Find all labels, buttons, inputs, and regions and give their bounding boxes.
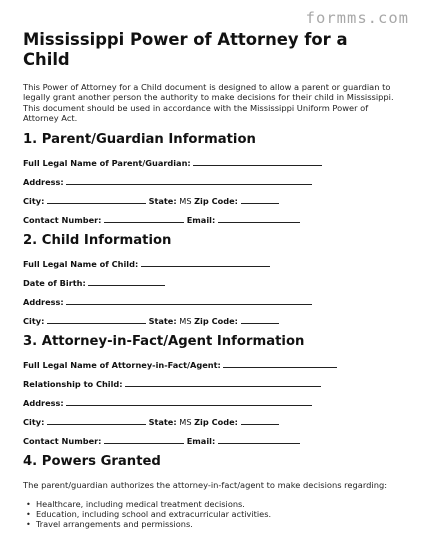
document-page bbox=[23, 30, 399, 529]
parent-city-state-zip-row bbox=[23, 195, 399, 206]
child-state-value: MS bbox=[179, 316, 192, 327]
child-city-field[interactable] bbox=[47, 315, 146, 324]
section-heading-powers: 4. Powers Granted bbox=[23, 454, 161, 470]
parent-contact-label: Contact Number: bbox=[23, 215, 102, 226]
formms-watermark: formms.com bbox=[305, 9, 409, 27]
child-city-state-zip-row bbox=[23, 315, 399, 326]
child-address-field[interactable] bbox=[66, 296, 312, 305]
child-state-label: State: bbox=[148, 316, 177, 327]
parent-full-name-label: Full Legal Name of Parent/Guardian: bbox=[23, 158, 191, 169]
child-full-name-field[interactable] bbox=[141, 258, 270, 267]
intro-paragraph: This Power of Attorney for a Child document is designed to allow a parent or guardian to legally grant another person the authority to make decisions for their child in Mississippi. This document should be used in accordance with the Mississippi Uniform Power of Attorney Act. bbox=[23, 82, 394, 123]
agent-relationship-row bbox=[23, 378, 399, 389]
parent-email-label: Email: bbox=[186, 215, 216, 226]
section-heading-agent: 3. Attorney-in-Fact/Agent Information bbox=[23, 334, 305, 350]
agent-address-row bbox=[23, 397, 399, 408]
agent-contact-row bbox=[23, 435, 399, 446]
child-address-row bbox=[23, 296, 399, 307]
parent-state-label: State: bbox=[148, 196, 177, 207]
agent-state-label: State: bbox=[148, 417, 177, 428]
agent-full-name-field[interactable] bbox=[223, 359, 337, 368]
agent-state-value: MS bbox=[179, 417, 192, 428]
parent-email-field[interactable] bbox=[218, 214, 300, 223]
child-address-label: Address: bbox=[23, 297, 64, 308]
powers-list bbox=[23, 499, 399, 529]
agent-address-label: Address: bbox=[23, 398, 64, 409]
parent-contact-row bbox=[23, 214, 399, 225]
child-zip-label: Zip Code: bbox=[194, 316, 238, 327]
child-dob-row bbox=[23, 277, 399, 288]
agent-city-field[interactable] bbox=[47, 416, 146, 425]
document-title: Mississippi Power of Attorney for a Child bbox=[23, 30, 348, 69]
parent-state-value: MS bbox=[179, 196, 192, 207]
agent-city-state-zip-row bbox=[23, 416, 399, 427]
agent-email-label: Email: bbox=[186, 436, 216, 447]
child-city-label: City: bbox=[23, 316, 45, 327]
section-heading-parent: 1. Parent/Guardian Information bbox=[23, 132, 256, 148]
parent-contact-field[interactable] bbox=[104, 214, 184, 223]
parent-address-field[interactable] bbox=[66, 176, 312, 185]
powers-list-item: • Education, including school and extracurricular activities. bbox=[23, 509, 399, 519]
parent-full-name-row bbox=[23, 157, 399, 168]
powers-intro: The parent/guardian authorizes the attorney-in-fact/agent to make decisions regarding: bbox=[23, 480, 388, 491]
agent-relationship-field[interactable] bbox=[125, 378, 321, 387]
powers-list-item: • Healthcare, including medical treatment decisions. bbox=[23, 499, 399, 509]
parent-address-row bbox=[23, 176, 399, 187]
parent-city-label: City: bbox=[23, 196, 45, 207]
agent-full-name-label: Full Legal Name of Attorney-in-Fact/Agent: bbox=[23, 360, 221, 371]
agent-contact-field[interactable] bbox=[104, 435, 184, 444]
parent-full-name-field[interactable] bbox=[193, 157, 322, 166]
child-dob-field[interactable] bbox=[88, 277, 165, 286]
agent-zip-label: Zip Code: bbox=[194, 417, 238, 428]
child-dob-label: Date of Birth: bbox=[23, 278, 86, 289]
agent-address-field[interactable] bbox=[66, 397, 312, 406]
agent-zip-field[interactable] bbox=[241, 416, 279, 425]
agent-city-label: City: bbox=[23, 417, 45, 428]
agent-email-field[interactable] bbox=[218, 435, 300, 444]
agent-contact-label: Contact Number: bbox=[23, 436, 102, 447]
child-zip-field[interactable] bbox=[241, 315, 279, 324]
agent-full-name-row bbox=[23, 359, 399, 370]
powers-list-item: • Travel arrangements and permissions. bbox=[23, 519, 399, 529]
parent-city-field[interactable] bbox=[47, 195, 146, 204]
parent-zip-label: Zip Code: bbox=[194, 196, 238, 207]
child-full-name-label: Full Legal Name of Child: bbox=[23, 259, 139, 270]
agent-relationship-label: Relationship to Child: bbox=[23, 379, 123, 390]
parent-zip-field[interactable] bbox=[241, 195, 279, 204]
section-heading-child: 2. Child Information bbox=[23, 233, 172, 249]
child-full-name-row bbox=[23, 258, 399, 269]
parent-address-label: Address: bbox=[23, 177, 64, 188]
